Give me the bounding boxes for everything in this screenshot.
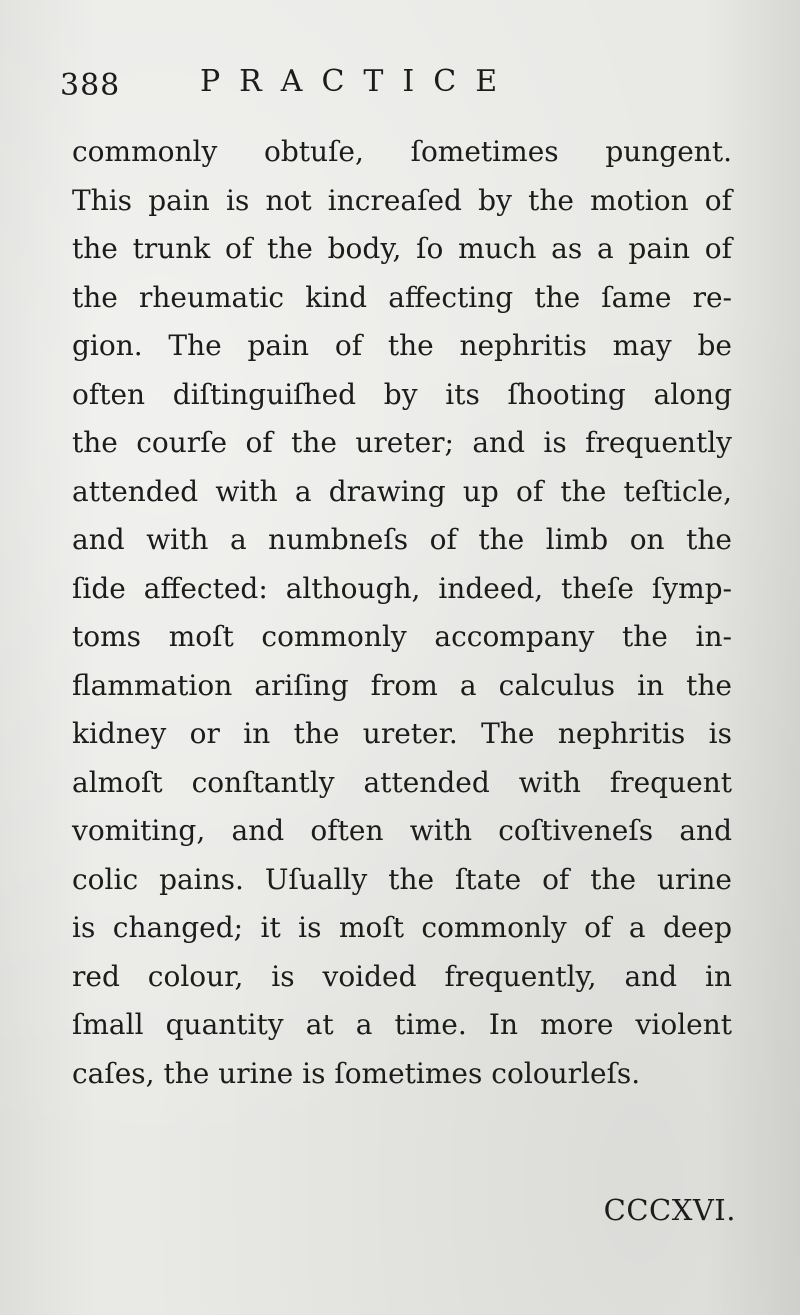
page-number: 388 [60,68,121,103]
text-line: This pain is not increaſed by the motion of [72,183,732,217]
text-line: toms moſt commonly accompany the in- [72,620,732,653]
text-line: almoſt conſtantly attended with frequent [72,765,732,799]
section-title: PRACTICE [200,64,517,99]
text-line: gion. The pain of the nephritis may be [72,329,732,362]
text-line: attended with a drawing up of the teſticle, [72,474,732,508]
text-line: vomiting, and often with coſtiveneſs and [72,814,732,847]
catchword: CCCXVI. [603,1193,736,1227]
text-line: the trunk of the body, ſo much as a pain of [72,232,732,265]
body-paragraph [72,128,732,1098]
text-line: and with a numbneſs of the limb on the [72,523,732,556]
text-line: caſes, the urine is ſometimes colourleſs. [72,1056,641,1090]
text-line: red colour, is voided frequently, and in [72,959,732,993]
running-head [60,60,740,110]
text-line: is changed; it is moſt commonly of a deep [72,911,732,944]
text-line: often diſtinguiſhed by its ſhooting along [72,377,732,411]
text-line: ſide affected: although, indeed, theſe ſymp- [72,571,732,605]
text-line: the courſe of the ureter; and is frequently [72,426,732,459]
text-line: colic pains. Uſually the ſtate of the urine [72,862,732,896]
text-line: the rheumatic kind affecting the ſame re- [72,280,732,314]
text-line: ſmall quantity at a time. In more violent [72,1008,732,1041]
text-line: flammation ariſing from a calculus in the [72,668,732,702]
text-line: commonly obtuſe, ſometimes pungent. [72,135,732,168]
text-line: kidney or in the ureter. The nephritis is [72,717,732,750]
